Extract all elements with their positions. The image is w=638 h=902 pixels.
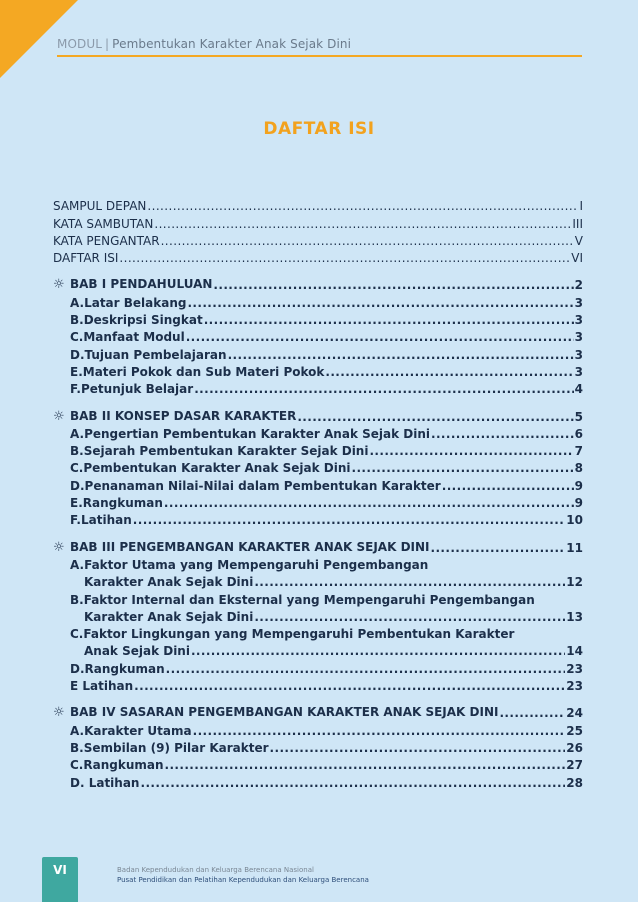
toc-entry-heading[interactable] <box>53 590 583 607</box>
leader-dots <box>369 443 573 459</box>
toc-entry[interactable] <box>53 459 583 476</box>
toc-entry-label: E.Materi Pokok dan Sub Materi Pokok <box>70 364 325 379</box>
toc-entry[interactable] <box>53 773 583 790</box>
leader-dots <box>193 723 566 739</box>
leader-dots <box>194 381 573 397</box>
toc-chapter-3[interactable] <box>53 538 583 555</box>
toc-chapter-label: BAB III PENGEMBANGAN KARAKTER ANAK SEJAK DINI <box>70 539 430 554</box>
toc-chapter-label: BAB II KONSEP DASAR KARAKTER <box>70 408 297 423</box>
toc-chapter-label: BAB IV SASARAN PENGEMBANGAN KARAKTER ANAK SEJAK DINI <box>70 705 499 720</box>
toc-entry-page: 28 <box>566 775 583 790</box>
leader-dots <box>254 609 565 625</box>
leader-dots <box>499 705 565 721</box>
toc-entry-heading[interactable] <box>53 556 583 573</box>
toc-entry[interactable] <box>53 363 583 380</box>
toc-entry-page: 13 <box>566 609 583 624</box>
toc-entry-label: KATA SAMBUTAN <box>53 216 154 231</box>
toc-entry[interactable] <box>53 739 583 756</box>
toc-entry[interactable] <box>53 608 583 625</box>
toc-entry-kata-pengantar[interactable] <box>53 232 583 249</box>
leader-dots <box>165 757 566 773</box>
toc-entry[interactable] <box>53 425 583 442</box>
toc-entry-label: F.Petunjuk Belajar <box>70 382 194 397</box>
toc-entry-label: E Latihan <box>70 679 134 694</box>
toc-entry-label: E.Rangkuman <box>70 496 163 511</box>
toc-entry[interactable] <box>53 293 583 310</box>
toc-entry[interactable] <box>53 494 583 511</box>
toc-entry[interactable] <box>53 476 583 493</box>
toc-entry-page: 23 <box>566 661 583 676</box>
toc-entry-label: A.Faktor Utama yang Mempengaruhi Pengembangan <box>70 557 429 572</box>
toc-entry[interactable] <box>53 442 583 459</box>
toc-entry-label: KATA PENGANTAR <box>53 233 160 248</box>
header-modul-label: MODUL <box>57 37 103 51</box>
toc-entry-label: B.Deskripsi Singkat <box>70 313 203 328</box>
leader-dots <box>431 426 574 442</box>
leader-dots <box>119 250 570 266</box>
toc-entry[interactable] <box>53 756 583 773</box>
toc-entry-page: 3 <box>574 364 583 379</box>
leader-dots <box>228 347 574 363</box>
toc-entry-page: 11 <box>566 540 583 555</box>
toc-entry[interactable] <box>53 642 583 659</box>
toc-entry-label: DAFTAR ISI <box>53 251 119 266</box>
toc-entry-page: 25 <box>566 723 583 738</box>
toc-entry[interactable] <box>53 311 583 328</box>
toc-entry[interactable] <box>53 345 583 362</box>
toc-entry-page: 3 <box>574 347 583 362</box>
leader-dots <box>161 233 574 249</box>
toc-entry[interactable] <box>53 677 583 694</box>
header-separator: | <box>105 37 110 51</box>
header-module-title: Pembentukan Karakter Anak Sejak Dini <box>112 37 352 51</box>
toc-entry-label: D.Tujuan Pembelajaran <box>70 347 227 362</box>
toc-entry-page: 3 <box>574 313 583 328</box>
toc-entry-label: B.Sembilan (9) Pilar Karakter <box>70 740 269 755</box>
toc-entry-sampul-depan[interactable] <box>53 197 583 214</box>
leader-dots <box>270 740 566 756</box>
toc-entry-label: B.Faktor Internal dan Eksternal yang Mempengaruhi Pengembangan <box>70 592 535 607</box>
leader-dots <box>325 364 573 380</box>
leader-dots <box>133 512 566 528</box>
leader-dots <box>186 329 574 345</box>
toc-entry-label: D.Rangkuman <box>70 661 165 676</box>
toc-entry-label: SAMPUL DEPAN <box>53 199 147 214</box>
toc-entry-page: III <box>572 216 583 231</box>
header-divider <box>57 55 582 57</box>
leader-dots <box>147 198 578 214</box>
footer-agency: Badan Kependudukan dan Keluarga Berencana Nasional <box>117 866 314 874</box>
toc-entry[interactable] <box>53 328 583 345</box>
leader-dots <box>164 495 574 511</box>
toc-entry-page: 10 <box>566 513 583 528</box>
toc-chapter-4[interactable] <box>53 704 583 721</box>
toc-chapter-1[interactable] <box>53 276 583 293</box>
toc-chapter-label: BAB I PENDAHULUAN <box>70 277 213 292</box>
toc-entry-label: A.Pengertian Pembentukan Karakter Anak Sejak Dini <box>70 426 430 441</box>
toc-entry-page: 9 <box>574 496 583 511</box>
running-header <box>57 37 351 51</box>
leader-dots <box>134 678 565 694</box>
toc-entry-label-continued: Anak Sejak Dini <box>84 644 190 659</box>
toc-entry-label-continued: Karakter Anak Sejak Dini <box>84 575 254 590</box>
toc-entry-page: 5 <box>574 409 583 424</box>
sun-bullet-icon: ☼ <box>53 539 65 555</box>
toc-entry-daftar-isi[interactable] <box>53 249 583 266</box>
leader-dots <box>254 574 565 590</box>
leader-dots <box>442 478 574 494</box>
toc-entry-label: F.Latihan <box>70 513 132 528</box>
toc-entry-page: 3 <box>574 295 583 310</box>
toc-entry[interactable] <box>53 511 583 528</box>
leader-dots <box>154 216 571 232</box>
toc-entry-page: I <box>579 199 583 214</box>
toc-entry-kata-sambutan[interactable] <box>53 214 583 231</box>
toc-entry-page: 3 <box>574 330 583 345</box>
toc-entry-page: 24 <box>566 706 583 721</box>
toc-entry-heading[interactable] <box>53 625 583 642</box>
leader-dots <box>140 775 565 791</box>
page-number: VI <box>53 863 67 877</box>
toc-entry[interactable] <box>53 380 583 397</box>
toc-entry-label: C.Pembentukan Karakter Anak Sejak Dini <box>70 461 351 476</box>
toc-entry-page: V <box>574 233 583 248</box>
sun-bullet-icon: ☼ <box>53 705 65 721</box>
leader-dots <box>191 643 565 659</box>
toc-entry-page: 27 <box>566 758 583 773</box>
toc-entry-page: 23 <box>566 679 583 694</box>
leader-dots <box>297 409 573 425</box>
toc-entry[interactable] <box>53 721 583 738</box>
toc-entry-page: 8 <box>574 461 583 476</box>
leader-dots <box>213 277 573 293</box>
toc-entry-page: 26 <box>566 740 583 755</box>
toc-entry-page: 14 <box>566 644 583 659</box>
table-of-contents <box>53 197 583 791</box>
leader-dots <box>204 312 574 328</box>
toc-entry[interactable] <box>53 659 583 676</box>
toc-entry-page: VI <box>571 251 583 266</box>
toc-entry-label: D.Penanaman Nilai-Nilai dalam Pembentukan Karakter <box>70 478 441 493</box>
toc-entry-page: 4 <box>574 382 583 397</box>
footer-center: Pusat Pendidikan dan Pelatihan Kependudukan dan Keluarga Berencana <box>117 876 369 884</box>
toc-entry[interactable] <box>53 573 583 590</box>
toc-entry-label: B.Sejarah Pembentukan Karakter Sejak Dini <box>70 444 369 459</box>
sun-bullet-icon: ☼ <box>53 408 65 424</box>
toc-entry-page: 9 <box>574 478 583 493</box>
sun-bullet-icon: ☼ <box>53 277 65 293</box>
toc-entry-label: D. Latihan <box>70 775 140 790</box>
toc-entry-label-continued: Karakter Anak Sejak Dini <box>84 609 254 624</box>
page-number-tab <box>42 857 78 902</box>
toc-entry-page: 6 <box>574 426 583 441</box>
toc-chapter-2[interactable] <box>53 407 583 424</box>
page-title: DAFTAR ISI <box>263 119 375 139</box>
toc-entry-label: A.Karakter Utama <box>70 723 192 738</box>
leader-dots <box>351 460 573 476</box>
leader-dots <box>187 295 573 311</box>
toc-entry-label: C.Manfaat Modul <box>70 330 185 345</box>
toc-entry-label: A.Latar Belakang <box>70 295 187 310</box>
toc-entry-page: 7 <box>574 444 583 459</box>
leader-dots <box>166 661 566 677</box>
toc-entry-page: 12 <box>566 575 583 590</box>
toc-entry-label: C.Rangkuman <box>70 758 164 773</box>
toc-entry-label: C.Faktor Lingkungan yang Mempengaruhi Pembentukan Karakter <box>70 627 515 642</box>
leader-dots <box>431 540 566 556</box>
toc-entry-page: 2 <box>574 278 583 293</box>
